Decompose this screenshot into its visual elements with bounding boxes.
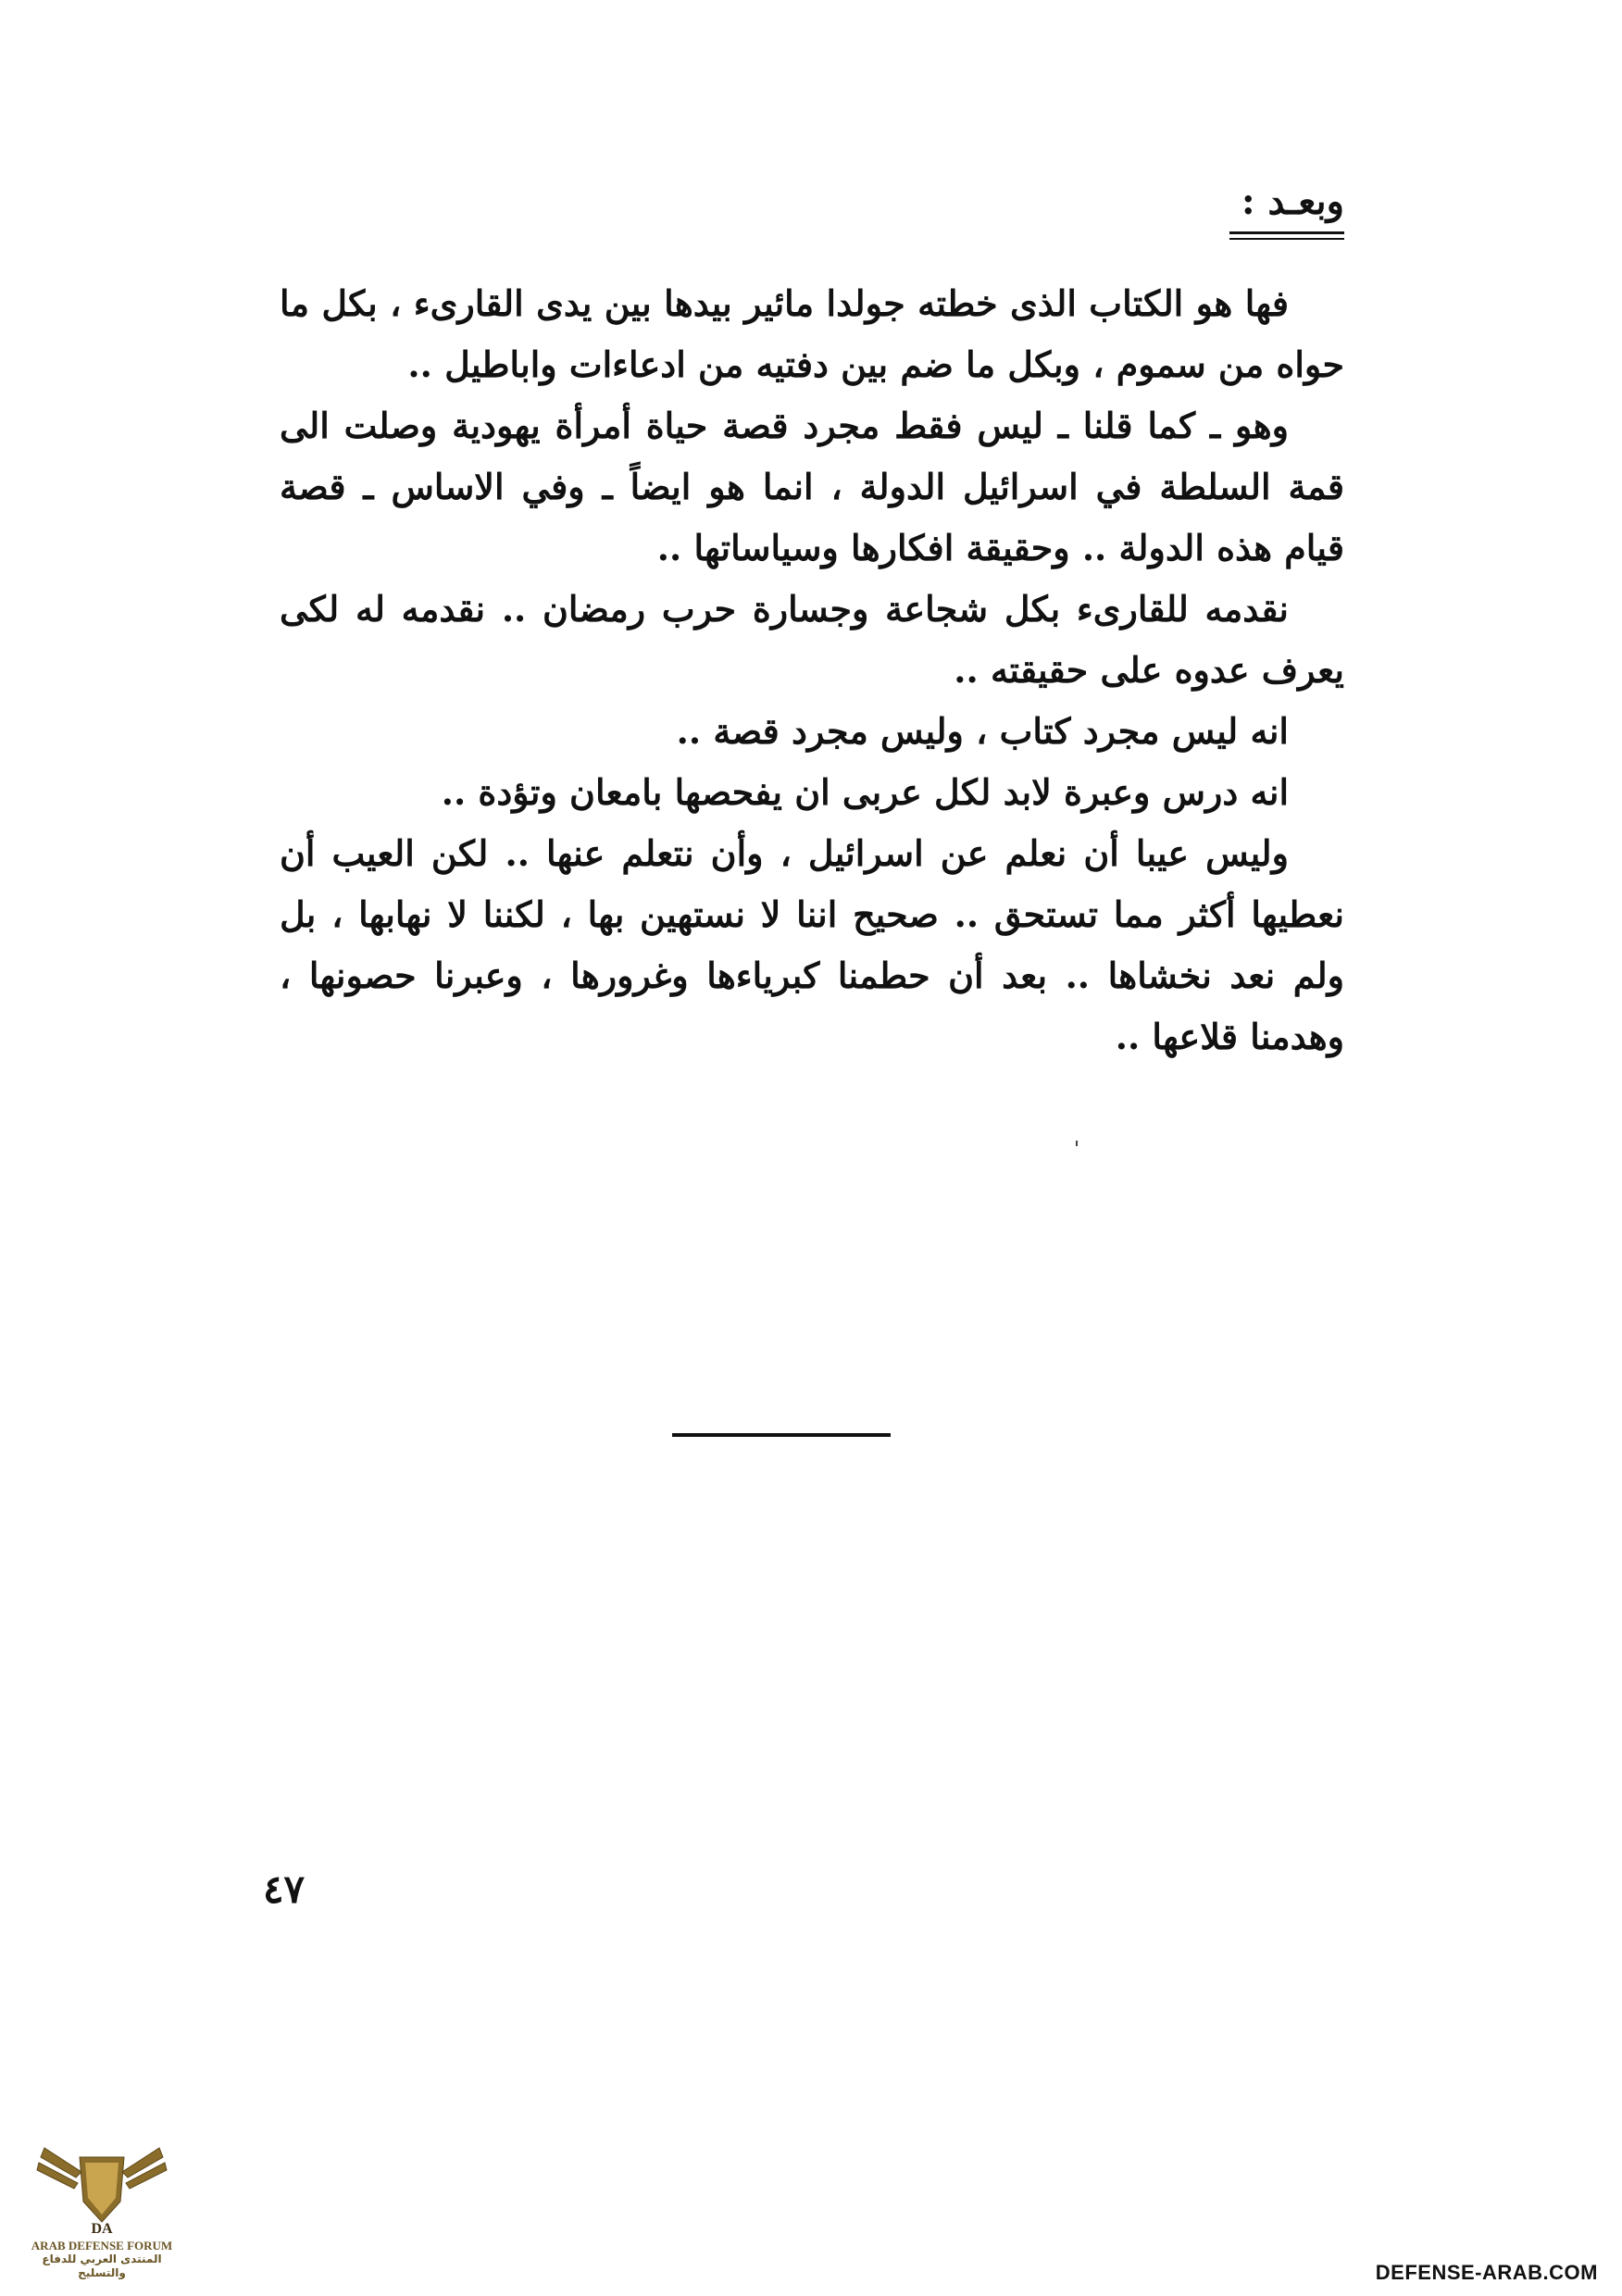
heading-underline [1229, 231, 1344, 234]
paragraph: انه ليس مجرد كتاب ، وليس مجرد قصة .. [676, 710, 1289, 752]
heading-underline-secondary [1229, 238, 1344, 240]
stray-ink-mark [1076, 1141, 1078, 1146]
page-number: ٤٧ [263, 1866, 306, 1912]
logo-name-ar: المنتدى العربي للدفاع والتسليح [42, 2252, 162, 2279]
section-heading: وبعـد : [1241, 180, 1344, 223]
paragraph: فها هو الكتاب الذى خطته جولدا مائير بيدها بين يدى القارىء ، بكل ما حواه من سموم ، وبكل ما ضم بين دفتيه من ادعاءات واباطيل .. [280, 282, 1344, 385]
body-text [280, 273, 1344, 1067]
paragraph: نقدمه للقارىء بكل شجاعة وجسارة حرب رمضان .. نقدمه له لكى يعرف عدوه على حقيقته .. [280, 588, 1344, 691]
watermark-site-url: DEFENSE-ARAB.COM [1375, 2261, 1598, 2284]
logo-name-en: ARAB DEFENSE FORUM [31, 2239, 173, 2252]
paragraph: وليس عيبا أن نعلم عن اسرائيل ، وأن نتعلم عنها .. لكن العيب أن نعطيها أكثر مما تستحق .. صحيح اننا لا نستهين بها ، لكننا لا نهابها ، بل ولم نعد نخشاها .. بعد أن حطمنا كبرياءها وغرورها ، وعبرنا حصونها ، وهدمنا قلاعها .. [280, 832, 1344, 1057]
section-separator [672, 1433, 891, 1437]
paragraph: وهو ـ كما قلنا ـ ليس فقط مجرد قصة حياة أمرأة يهودية وصلت الى قمة السلطة في اسرائيل الدولة ، انما هو ايضاً ـ وفي الاساس ـ قصة قيام هذه الدولة .. وحقيقة افكارها وسياساتها .. [280, 405, 1344, 568]
logo-caption [28, 2239, 176, 2280]
paragraph: انه درس وعبرة لابد لكل عربى ان يفحصها بامعان وتؤدة .. [441, 771, 1289, 813]
logo-initials: DA [91, 2221, 113, 2237]
